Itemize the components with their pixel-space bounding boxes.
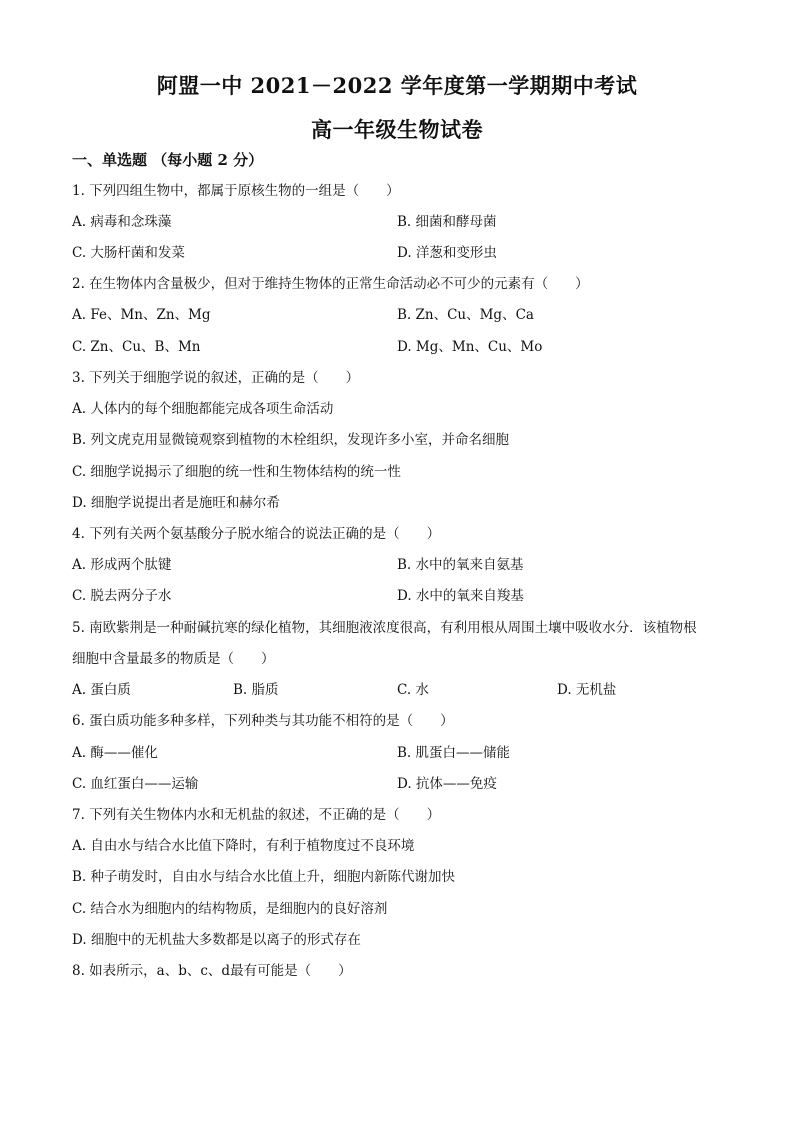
question-1-option-a: A. 病毒和念珠藻 bbox=[72, 214, 172, 230]
question-2-option-b: B. Zn、Cu、Mg、Ca bbox=[397, 307, 534, 323]
question-2-option-c: C. Zn、Cu、B、Mn bbox=[72, 339, 201, 355]
question-4-stem: 4. 下列有关两个氨基酸分子脱水缩合的说法正确的是（ ） bbox=[72, 526, 441, 542]
question-7-option-d: D. 细胞中的无机盐大多数都是以离子的形式存在 bbox=[72, 932, 361, 948]
question-5-option-c: C. 水 bbox=[397, 682, 429, 698]
question-4-option-b: B. 水中的氧来自氨基 bbox=[397, 557, 524, 573]
question-3-option-c: C. 细胞学说揭示了细胞的统一性和生物体结构的统一性 bbox=[72, 464, 401, 480]
section-heading: 一、单选题 （每小题 2 分） bbox=[72, 151, 264, 169]
question-3-option-a: A. 人体内的每个细胞都能完成各项生命活动 bbox=[72, 401, 334, 417]
question-1-option-b: B. 细菌和酵母菌 bbox=[397, 214, 497, 230]
question-4-option-d: D. 水中的氧来自羧基 bbox=[397, 588, 524, 604]
exam-title: 阿盟一中 2021－2022 学年度第一学期期中考试 bbox=[156, 73, 638, 98]
question-4-option-c: C. 脱去两分子水 bbox=[72, 588, 172, 604]
exam-subtitle: 高一年级生物试卷 bbox=[311, 117, 483, 142]
question-6-stem: 6. 蛋白质功能多种多样，下列种类与其功能不相符的是（ ） bbox=[72, 713, 454, 729]
question-5-option-b: B. 脂质 bbox=[233, 682, 279, 698]
question-3-stem: 3. 下列关于细胞学说的叙述，正确的是（ ） bbox=[72, 370, 360, 386]
question-2-option-d: D. Mg、Mn、Cu、Mo bbox=[397, 339, 543, 355]
question-1-option-d: D. 洋葱和变形虫 bbox=[397, 245, 497, 261]
question-5-option-d: D. 无机盐 bbox=[557, 682, 617, 698]
question-7-option-b: B. 种子萌发时，自由水与结合水比值上升，细胞内新陈代谢加快 bbox=[72, 869, 456, 885]
question-2-option-a: A. Fe、Mn、Zn、Mg bbox=[72, 307, 211, 323]
question-2-stem: 2. 在生物体内含量极少，但对于维持生物体的正常生命活动必不可少的元素有（ ） bbox=[72, 276, 589, 292]
question-7-stem: 7. 下列有关生物体内水和无机盐的叙述，不正确的是（ ） bbox=[72, 807, 441, 823]
question-6-option-c: C. 血红蛋白——运输 bbox=[72, 776, 199, 792]
question-6-option-a: A. 酶——催化 bbox=[72, 745, 158, 761]
question-5-stem: 5. 南欧紫荆是一种耐碱抗寒的绿化植物，其细胞液浓度很高，有利用根从周围土壤中吸收水分．该植物根 bbox=[72, 620, 697, 636]
question-7-option-c: C. 结合水为细胞内的结构物质，是细胞内的良好溶剂 bbox=[72, 901, 388, 917]
question-3-option-d: D. 细胞学说提出者是施旺和赫尔希 bbox=[72, 495, 280, 511]
question-5-stem-continued: 细胞中含量最多的物质是（ ） bbox=[72, 651, 275, 667]
question-5-option-a: A. 蛋白质 bbox=[72, 682, 131, 698]
question-3-option-b: B. 列文虎克用显微镜观察到植物的木栓组织，发现许多小室，并命名细胞 bbox=[72, 432, 510, 448]
question-6-option-d: D. 抗体——免疫 bbox=[397, 776, 497, 792]
question-6-option-b: B. 肌蛋白——储能 bbox=[397, 745, 511, 761]
question-1-option-c: C. 大肠杆菌和发菜 bbox=[72, 245, 185, 261]
question-4-option-a: A. 形成两个肽键 bbox=[72, 557, 172, 573]
question-8-stem: 8. 如表所示，a、b、c、d最有可能是（ ） bbox=[72, 963, 352, 979]
question-7-option-a: A. 自由水与结合水比值下降时，有利于植物度过不良环境 bbox=[72, 838, 415, 854]
question-1-stem: 1. 下列四组生物中，都属于原核生物的一组是（ ） bbox=[72, 183, 400, 199]
